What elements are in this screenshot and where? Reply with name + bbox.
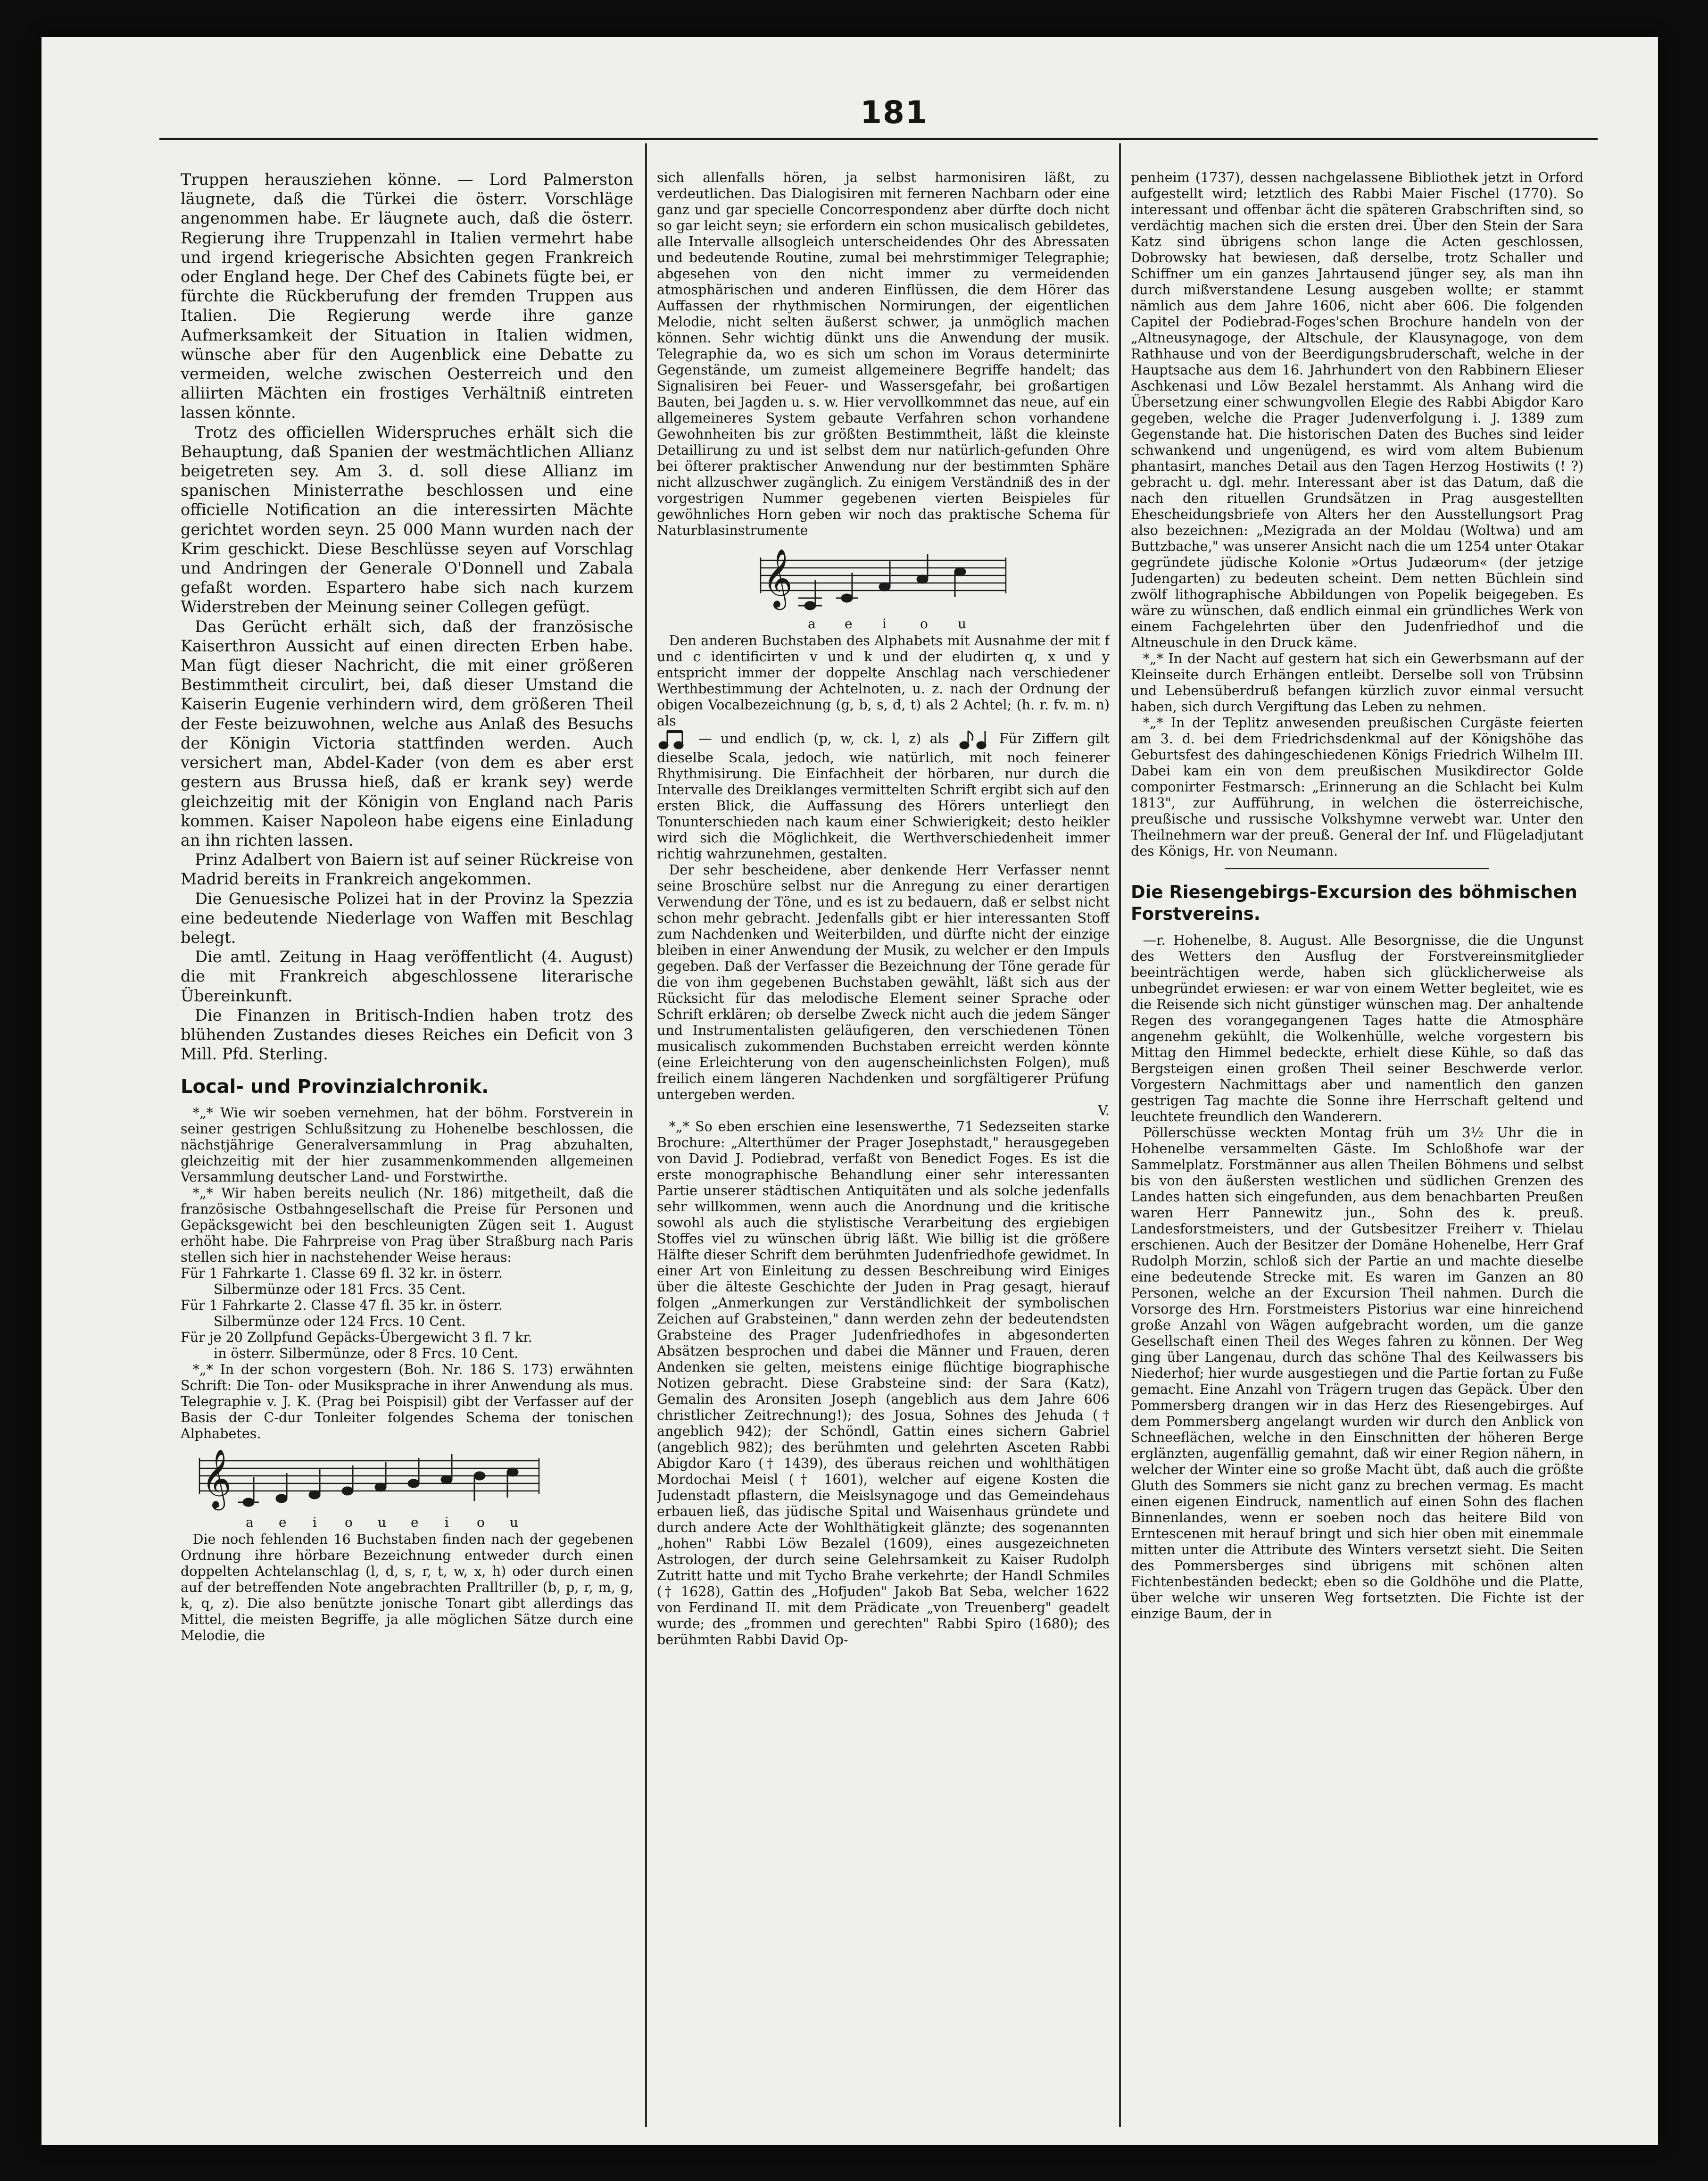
vowel-label: o <box>920 616 928 632</box>
header-rule <box>159 138 1598 140</box>
article-paragraph: Das Gerücht erhält sich, daß der französische Kaiserthron Aussicht auf einen directen Erben habe. Man fügt dieser Nachricht, die mit einer größeren Bestimmtheit circulirt, bei, daß dieser Umstand die Kaiserin Eugenie verhindern wird, dem größeren Theil der Feste beizuwohnen, welche aus Anlaß des Besuchs der Königin Victoria stattfinden werden. Auch versichert man, Abdel-Kader (von dem es aber erst gestern aus Brussa hieß, daß er krank sey) werde gleichzeitig mit der Königin von England nach Paris kommen. Kaiser Napoleon habe eigens eine Einladung an ihn richten lassen. <box>181 617 633 849</box>
fare-table <box>181 1265 633 1362</box>
vowel-label: a <box>246 1515 254 1531</box>
news-item <box>657 729 1110 862</box>
newspaper-page <box>41 37 1658 2145</box>
news-item: *„* In der schon vorgestern (Boh. Nr. 186 S. 173) erwähnten Schrift: Die Ton- oder Musiksprache in ihrer Anwendung als mus. Telegraphie v. J. K. (Prag bei Poispisil) gibt der Verfasser auf der Basis der C-dur Tonleiter folgendes Schema der tonischen Alphabetes. <box>181 1362 633 1442</box>
news-item: *„* So eben erschien eine lesenswerthe, 71 Sedezseiten starke Brochure: „Alterthümer der Prager Josephstadt," herausgegeben von David J. Podiebrad, verfaßt von Benedict Foges. Es ist die erste monographische Behandlung einer sehr interessanten Partie unserer städtischen Antiquitäten und als solche jedenfalls sehr willkommen, wenn auch die Anordnung und die kritische sowohl als auch die stylistische Verarbeitung des ergiebigen Stoffes viel zu wünschen übrig läßt. Wie billig ist die größere Hälfte dieser Schrift dem berühmten Judenfriedhofe gewidmet. In einer Art von Einleitung zu dessen Beschreibung wird Einiges über die älteste Geschichte der Juden in Prag gesagt, hierauf folgen „Anmerkungen zur Verständlichkeit der symbolischen Zeichen auf Grabsteinen," dann werden zehn der bedeutendsten Grabsteine des Prager Judenfriedhofes in abgesonderten Absätzen besprochen und dabei die Männer und Frauen, deren Andenken sie gelten, meistens einige flüchtige biographische Notizen gebracht. Diese Grabsteine sind: der Sara (Katz), Gemalin des Aronsiten Joseph (angeblich aus dem Jahre 606 christlicher Zeitrechnung!); des Josua, Sohnes des Jehuda († angeblich 942); der Schöndl, Gattin eines sichern Gabriel (angeblich 982); des berühmten und gelehrten Asceten Rabbi Abigdor Karo († 1439), des überaus reichen und wohlthätigen Mordochai Meisl († 1601), welcher auf eigene Kosten die Judenstadt pflastern, die Meislsynagoge und das Gemeindehaus erbauen ließ, das jüdische Spital und Waisenhaus gründete und durch andere Acte der Wohlthätigkeit glänzte; des sogenannten „hohen" Rabbi Löw Bezalel (1609), eines ausgezeichneten Astrologen, der durch seine Gelehrsamkeit zu Kaiser Rudolph Zutritt hatte und mit Tycho Brahe verkehrte; der Handl Schmiles († 1628), Gattin des „Hofjuden" Jakob Bat Seba, welcher 1622 von Ferdinand II. mit dem Prädicate „von Treuenberg" geadelt wurde; des „frommen und gerechten" Rabbi Spiro (1680); des berühmten Rabbi David Op- <box>657 1119 1110 1648</box>
fare-line: Für je 20 Zollpfund Gepäcks-Übergewicht 3 fl. 7 kr. <box>181 1330 532 1346</box>
inline-text: — und endlich (p, w, ck. l, z) als <box>698 731 949 747</box>
article-paragraph: Prinz Adalbert von Baiern ist auf seiner Rückreise von Madrid bereits in Frankreich angekommen. <box>181 850 633 889</box>
vowel-label: i <box>882 616 887 632</box>
vowel-label: u <box>510 1515 519 1531</box>
treble-clef-icon: 𝄞 <box>201 1449 232 1508</box>
news-item: *„* Wie wir soeben vernehmen, hat der böhm. Forstverein in seiner gestrigen Schlußsitzung zu Hohenelbe beschlossen, die nächstjährige Generalversammlung in Prag abzuhalten, gleichzeitig mit der hier zusammenkommenden allgemeinen Versammlung deutscher Land- und Forstwirthe. <box>181 1105 633 1185</box>
music-staff-svg <box>181 1447 548 1513</box>
fare-line: Silbermünze oder 124 Frcs. 10 Cent. <box>214 1314 466 1330</box>
vowel-label: i <box>313 1515 317 1531</box>
section-rule <box>1225 868 1489 869</box>
section-heading: Local- und Provinzialchronik. <box>181 1076 489 1098</box>
column-divider <box>1119 143 1121 2127</box>
news-item: *„* In der Nacht auf gestern hat sich ein Gewerbsmann auf der Kleinseite durch Erhängen entleibt. Derselbe soll von Trübsinn und Lebensüberdruß befangen kürzlich zuvor einmal versucht haben, sich durch Vergiftung das Leben zu nehmen. <box>1131 651 1584 715</box>
column-middle <box>657 170 1110 2129</box>
dotted-notes-icon <box>958 729 991 750</box>
fare-line: Für 1 Fahrkarte 1. Classe 69 fl. 32 kr. in österr. <box>181 1265 503 1282</box>
news-item: —r. Hohenelbe, 8. August. Alle Besorgnisse, die die Ungunst des Wetters den Ausflug der Forstvereinsmitglieder beeinträchtigen werde, haben sich glücklicherweise als unbegründet erwiesen: er war von einem Wetter begleitet, wie es die Reisende sich nicht günstiger wünschen mag. Der anhaltende Regen des vorangegangenen Tages hatte die Atmosphäre angenehm gekühlt, die Wolkenhülle, welche vorgestern bis Mittag den Himmel bedeckte, erhielt diese Kühle, so daß das Bergsteigen einen großen Theil seiner Beschwerde verlor. Vorgestern Nachmittags aber und namentlich den ganzen gestrigen Tag machte die Sonne ihre Herrschaft geltend und leuchtete freundlich den Wanderern. <box>1131 932 1584 1124</box>
column-right <box>1131 170 1584 2129</box>
article-paragraph: Die Genuesische Polizei hat in der Provinz la Spezzia eine bedeutende Niederlage von Waffen mit Beschlag belegt. <box>181 889 633 947</box>
vowel-label: o <box>345 1515 353 1531</box>
news-item: Den anderen Buchstaben des Alphabets mit Ausnahme der mit f und c identificirten v und k und der eludirten q, x und y entspricht immer der doppelte Anschlag nach verschiedener Werthbestimmung der Achtelnoten, u. z. nach der Ordnung der obigen Vocalbezeichnung (g, b, s, d, t) als 2 Achtel; (h. r. fv. m. n) als <box>657 633 1110 729</box>
vowel-label: u <box>958 616 967 632</box>
fare-line: in österr. Silbermünze, oder 8 Frcs. 10 Cent. <box>214 1346 519 1362</box>
note-heads <box>798 554 965 609</box>
article-paragraph: Truppen herausziehen könne. — Lord Palmerston läugnete, daß die Türkei die österr. Vorschläge angenommen habe. Er läugnete auch, daß die österr. Regierung ihre Truppenzahl in Italien vermehrt habe und irgend kriegerische Absichten gegen Frankreich oder England hege. Der Chef des Cabinets fügte bei, er fürchte die Rückberufung der fremden Truppen aus Italien. Die Regierung werde ihre ganze Aufmerksamkeit der Situation in Italien widmen, wünsche aber für den Augenblick eine Debatte zu vermeiden, welche zwischen Oesterreich und den alliirten Mächten ein frostiges Verhältniß eintreten lassen könnte. <box>181 170 633 422</box>
note-heads <box>238 1454 518 1506</box>
column-divider <box>645 143 647 2127</box>
vowel-label: a <box>808 616 816 632</box>
news-item: Die noch fehlenden 16 Buchstaben finden nach der gegebenen Ordnung ihre hörbare Bezeichnung entweder durch einen doppelten Achtelanschlag (l, d, s, r, t, w, x, h) oder durch einen auf der betreffenden Note angebrachten Pralltriller (b, p, r, m, g, k, q, z). Die also benützte jonische Tonart gibt allerdings das Mittel, die meisten Begriffe, ja alle möglichen Sätze durch eine Melodie, die <box>181 1532 633 1644</box>
vowel-labels <box>181 1513 633 1529</box>
author-signature: V. <box>1098 1103 1110 1118</box>
news-item: *„* Wir haben bereits neulich (Nr. 186) mitgetheilt, daß die französische Ostbahngesellschaft die Preise für Personen und Gepäcksgewicht bei den beschleunigten Zügen seit 1. August erhöht habe. Die Fahrpreise von Prag über Straßburg nach Paris stellen sich hier in nachstehender Weise heraus: <box>181 1185 633 1265</box>
music-staff-natural-horn <box>657 543 1110 630</box>
treble-clef-icon: 𝄞 <box>763 549 793 608</box>
column-left <box>181 170 633 2129</box>
section-heading: Die Riesengebirgs-Excursion des böhmischen Forstvereins. <box>1131 882 1577 924</box>
music-staff-svg <box>751 543 1015 614</box>
article-paragraph: Die Finanzen in Britisch-Indien haben trotz des blühenden Zustandes dieses Reiches ein Deficit von 3 Mill. Pfd. Sterling. <box>181 1006 633 1064</box>
vowel-label: i <box>445 1515 449 1531</box>
article-paragraph: Trotz des officiellen Widerspruches erhält sich die Behauptung, daß Spanien der westmächtlichen Allianz beigetreten sey. Am 3. d. soll diese Allianz im spanischen Ministerrathe beschlossen und eine officielle Notification an die interessirten Mächte gerichtet worden seyn. 25 000 Mann wurden nach der Krim geschickt. Diese Beschlüsse seyen auf Vorschlag und Andringen der Generale O'Donnell und Zabala gefaßt worden. Espartero habe sich nach kurzem Widerstreben der Meinung seiner Collegen gefügt. <box>181 423 633 616</box>
music-staff-c-major <box>181 1447 633 1529</box>
vowel-label: e <box>845 616 853 632</box>
news-item: sich allenfalls hören, ja selbst harmonisiren läßt, zu verdeutlichen. Das Dialogisiren mit ferneren Nachbarn oder eine ganz und gar specielle Concorrespondenz aber dürfte doch nicht so gar leicht seyn; sie erfordern ein schon musicalisch gebildetes, alle Intervalle allsogleich unterscheidendes Ohr des Abressaten und bedeutende Routine, zumal bei mehrstimmiger Telegraphie; abgesehen von den nicht immer zu vermeidenden atmosphärischen und anderen Einflüssen, die dem Hörer das Auffassen der rhythmischen Normirungen, der eigentlichen Melodie, nicht selten äußerst schwer, ja unmöglich machen können. Sehr wichtig dünkt uns die Anwendung der musik. Telegraphie da, wo es sich um schon im Voraus determinirte Gegenstände, um zumeist allgemeinere Begriffe handelt; das Signalisiren bei Feuer- und Wassersgefahr, bei großartigen Bauten, bei Jagden u. s. w. Hier vervollkommnet das neue, auf ein allgemeineres System gebaute Verfahren schon vorhandene Gewohnheiten bis zur größten Bestimmtheit, läßt die kleinste Detaillirung zu und ist selbst dem nur natürlich-gefunden Ohre bei öfterer praktischer Anwendung nur der bestimmten Sphäre nicht allzuschwer zugänglich. Zu einigem Verständniß des in der vorgestrigen Nummer gegebenen vierten Beispieles für gewöhnliches Horn geben wir noch das praktische Schema für Naturblasinstrumente <box>657 170 1110 538</box>
vowel-label: e <box>411 1515 419 1531</box>
vowel-labels <box>751 614 1110 630</box>
news-item: Der sehr bescheidene, aber denkende Herr Verfasser nennt seine Broschüre selbst nur die Anregung zu einer derartigen Verwendung der Töne, und es ist zu bedauern, daß er selbst nicht schon mehr gebracht. Jedenfalls gibt er hier interessanten Stoff zum Nachdenken und Weiterbilden, und dürfte nicht der einzige bleiben in einer Anwendung der Musik, zu welcher er den Impuls gegeben. Daß der Verfasser die Bezeichnung der Töne gerade für die von ihm gegebenen Buchstaben gewählt, läßt sich aus der Rücksicht für das melodische Element seiner Sprache oder Schrift erklären; ob derselbe Zweck nicht auch die jedem Sänger und Instrumentalisten geläufigeren, den verschiedenen Tönen musicalisch zukommenden Buchstaben erreicht werden könnte (eine Erleichterung von den augenscheinlichsten Folgen), muß freilich einem längeren Nachdenken und sorgfältigerer Prüfung untergeben werden. <box>657 862 1110 1102</box>
fare-line: Silbermünze oder 181 Frcs. 35 Cent. <box>214 1282 466 1298</box>
article-paragraph: Die amtl. Zeitung in Haag veröffentlicht (4. August) die mit Frankreich abgeschlossene literarische Übereinkunft. <box>181 948 633 1005</box>
inline-text: Für Ziffern gilt dieselbe Scala, jedoch, wie natürlich, mit noch feinerer Rhythmisirung. Die Einfachheit der hörbaren, nur durch die Intervalle des Dreiklanges vermittelten Schrift ergibt sich auf den ersten Blick, die Auffassung des Hörers unterliegt den Tonunterschieden nach kaum einer Schwierigkeit; desto heikler wird sich die Möglichkeit, die Werthverschiedenheit immer richtig wahrzunehmen, gestalten. <box>657 731 1110 862</box>
vowel-label: e <box>279 1515 287 1531</box>
news-item: *„* In der Teplitz anwesenden preußischen Curgäste feierten am 3. d. bei dem Friedrichsdenkmal auf der Königshöhe das Geburtsfest des dahingeschiedenen Königs Friedrich Wilhelm III. Dabei kam ein von dem preußischen Musikdirector Golde componirter Festmarsch: „Erinnerung an die Schlacht bei Kulm 1813", zur Aufführung, in welchen die österreichische, preußische und russische Volkshymne verwebt war. Unter den Theilnehmern war der preuß. General der Inf. und Flügeladjutant des Königs, Hr. von Neumann. <box>1131 715 1584 859</box>
news-item: penheim (1737), dessen nachgelassene Bibliothek jetzt in Orford aufgestellt wird; letztlich des Rabbi Maier Fischel (1770). So interessant und offenbar ächt die späteren Grabschriften sind, so verdächtig machen sich die ersten drei. Über den Stein der Sara Katz sind übrigens schon lange die Acten geschlossen, Dobrowsky hat bewiesen, daß derselbe, trotz Schaller und Schiffner um ein ganzes Jahrtausend jünger sey, als man ihn durch mißverstandene Lesung ausgeben wollte; er stammt nämlich aus dem Jahre 1606, nicht aber 606. Die folgenden Capitel der Podiebrad-Foges'schen Brochure handeln von der „Altneusynagoge, der Altschule, der Klausynagoge, von dem Rathhause und von der Beerdigungsbruderschaft, welche in der Hauptsache aus dem 16. Jahrhundert von den Rabbinern Elieser Aschkenasi und Löw Bezalel herstammt. Als Anhang wird die Übersetzung einer schwungvollen Elegie des Rabbi Abigdor Karo gegeben, welche die Prager Judenverfolgung i. J. 1389 zum Gegenstande hat. Die historischen Daten des Buches sind leider schwankend und ungenügend, es wird vom altem Bubienum phantasirt, manches Detail aus den Tagen Herzog Hostiwits (! ?) gebracht u. dgl. mehr. Interessant aber ist das Datum, daß die nach den rituellen Grundsätzen in Prag ausgestellten Ehescheidungsbriefe von Alters her den Ausstellungsort Prag also bezeichnen: „Mezigrada an der Moldau (Woltwa) und am Buttzbache," was unserer Ansicht nach die um 1254 unter Otakar gegründete jüdische Kolonie »Ortus Judæorum« (der jetzige Judengarten) zu bedeuten scheint. Dem netten Büchlein sind zwölf lithographische Abbildungen von Popelik beigegeben. Es wäre zu wünschen, daß endlich einmal ein gründliches Werk von einem Fachgelehrten über den Judenfriedhof und die Altneuschule in den Druck käme. <box>1131 170 1584 650</box>
vowel-label: o <box>477 1515 485 1531</box>
eighth-notes-icon <box>657 729 690 750</box>
page-number: 181 <box>860 94 928 131</box>
news-item: Pöllerschüsse weckten Montag früh um 3½ Uhr die in Hohenelbe versammelten Gäste. Im Schloßhofe war der Sammelplatz. Forstmänner aus allen Theilen Böhmens und selbst bis von den äußersten westlichen und südlichen Grenzen des Landes hatten sich eingefunden, aus dem benachbarten Preußen waren Herr Pannewitz jun., Sohn des k. preuß. Landesforstmeisters, und der Gutsbesitzer Freiherr v. Thielau erschienen. Auch der Besitzer der Domäne Hohenelbe, Herr Graf Rudolph Morzin, schloß sich der Partie an und machte dieselbe eine bedeutende Strecke mit. Es waren im Ganzen an 80 Personen, welche an der Excursion Theil nahmen. Durch die Vorsorge des Hrn. Forstmeisters Pistorius war eine hinreichend große Anzahl von Wägen aufgebracht worden, um die ganze Gesellschaft einen Theil des Weges fahren zu können. Der Weg ging über Langenau, durch das schöne Thal des Keilwassers bis Niederhof; hier wurde ausgestiegen und die Partie fortan zu Fuße gemacht. Eine Anzahl von Trägern trugen das Gepäck. Über den Pommersberg drangen wir in das Herz des Riesengebirges. Auf dem Pommersberg angelangt wurden wir durch den Anblick von Schneeflächen, welche in den Einschnitten der höheren Berge erglänzten, augenfällig gemahnt, daß wir einer Region nähern, in welcher der Winter eine so große Macht übt, daß auch die größte Gluth des Sommers sie nicht ganz zu brechen vermag. Es macht einen eigenen Eindruck, namentlich auf einen Sohn des flachen Binnenlandes, wenn er soeben noch das heitere Bild von Erntescenen mit herauf bringt und sich hier oben mit einemmale mitten unter die Attribute des Winters versetzt sieht. Die Seiten des Pommersberges sind übrigens mit schönen alten Fichtenbeständen bedeckt; eben so die Goldhöhe und die Platte, über welche wir unseren Weg fortsetzten. Die Fichte ist der einzige Baum, der in <box>1131 1125 1584 1622</box>
vowel-label: u <box>378 1515 387 1531</box>
fare-line: Für 1 Fahrkarte 2. Classe 47 fl. 35 kr. in österr. <box>181 1298 503 1314</box>
